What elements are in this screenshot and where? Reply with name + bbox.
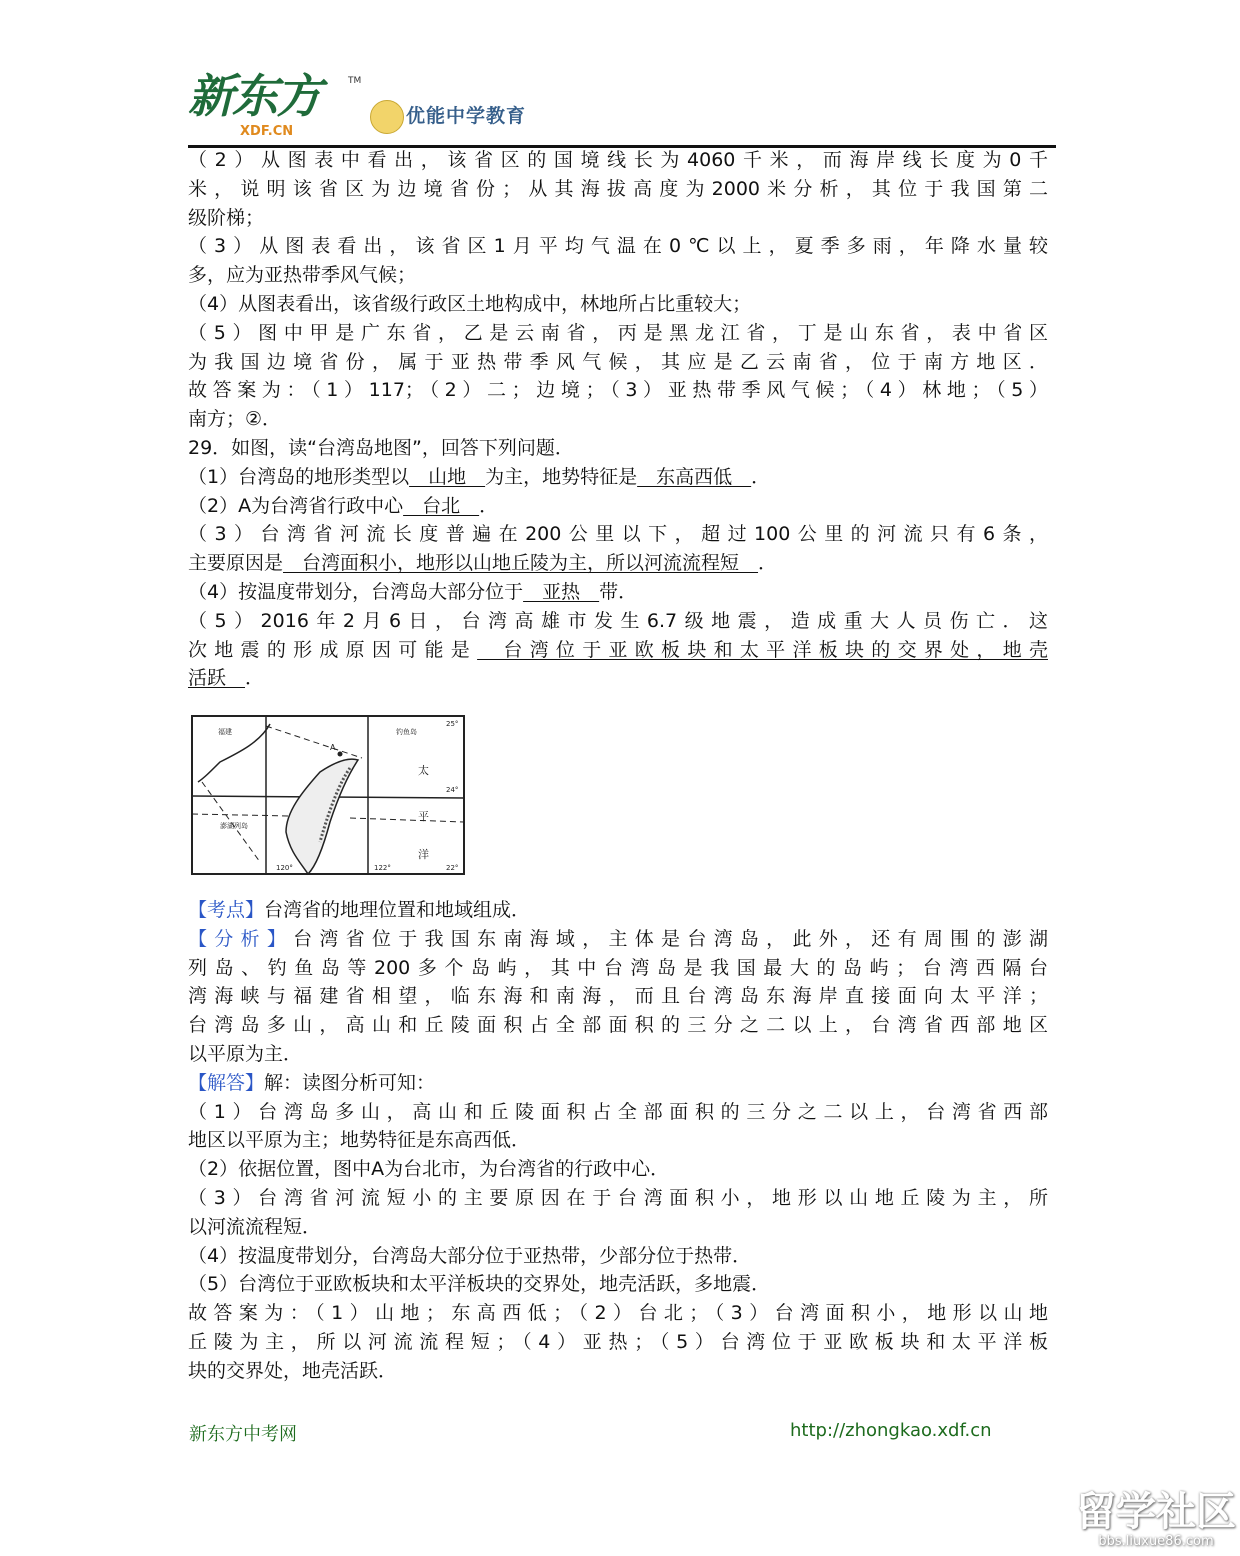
answer-section-top	[188, 146, 1048, 693]
label-a: A	[330, 743, 336, 752]
text-line	[188, 1098, 1048, 1127]
text-segment: 带．	[599, 580, 638, 603]
label-diaoyu: 钓鱼岛	[396, 728, 417, 736]
text-segment: （3）台湾省河流短小的主要原因在于台湾面积小，地形以山地丘陵为主，所	[188, 1186, 1048, 1209]
text-segment: （1）台湾岛多山，高山和丘陵面积占全部面积的三分之二以上，台湾省西部	[188, 1100, 1048, 1123]
text-segment: （3）台湾省河流长度普遍在200公里以下，超过100公里的河流只有6条，	[188, 523, 1048, 546]
text-segment: ．	[758, 552, 778, 575]
text-line	[188, 175, 1048, 204]
watermark-main: 留学社区	[1076, 1489, 1236, 1535]
text-segment: 以平原为主．	[188, 1042, 303, 1065]
text-segment: （5）图中甲是广东省，乙是云南省，丙是黑龙江省，丁是山东省，表中省区	[188, 321, 1048, 344]
watermark-logo	[1076, 1490, 1236, 1550]
text-line	[188, 1357, 1048, 1386]
text-line	[188, 1213, 1048, 1242]
text-segment: 解：读图分析可知：	[264, 1071, 436, 1094]
taipei-dot	[338, 752, 343, 757]
text-line	[188, 290, 1048, 319]
text-segment: 列岛、钓鱼岛等200多个岛屿，其中台湾岛是我国最大的岛屿；台湾西隔台	[188, 956, 1048, 979]
text-segment: 块的交界处，地壳活跃．	[188, 1359, 398, 1382]
text-line	[188, 578, 1048, 607]
youneng-logo-icon	[370, 100, 404, 134]
text-line	[188, 1069, 1048, 1098]
text-line	[188, 146, 1048, 175]
label-22: 22°	[446, 864, 459, 872]
text-segment: （2）A为台湾省行政中心	[188, 494, 404, 517]
text-segment: 湾海峡与福建省相望，临东海和南海，而且台湾岛东海岸直接面向太平洋；	[188, 985, 1048, 1008]
text-line	[188, 982, 1048, 1011]
answer-blank: 台湾位于亚欧板块和太平洋板块的交界处，地壳	[477, 638, 1048, 661]
text-segment: 米，说明该省区为边境省份；从其海拔高度为2000米分析，其位于我国第二	[188, 177, 1048, 200]
trademark: TM	[348, 76, 362, 86]
label-ping: 平	[418, 810, 429, 823]
text-segment: （4）按温度带划分，台湾岛大部分位于亚热带，少部分位于热带．	[188, 1244, 752, 1267]
text-line	[188, 1299, 1048, 1328]
label-120: 120°	[276, 864, 293, 872]
section-tag: 【考点】	[188, 899, 265, 921]
text-segment: 为我国边境省份，属于亚热带季风气候，其应是乙云南省，位于南方地区．	[188, 350, 1048, 373]
xdf-logo: 新东方	[188, 69, 320, 123]
label-122: 122°	[374, 864, 391, 872]
text-line	[188, 204, 1048, 233]
text-line	[188, 607, 1048, 636]
text-segment: （1）台湾岛的地形类型以	[188, 465, 410, 488]
youneng-logo: 优能中学教育	[406, 105, 527, 127]
section-tag: 【分析】	[188, 927, 294, 950]
answer-blank: 活跃	[188, 667, 246, 690]
text-segment: 南方；②．	[188, 408, 282, 431]
text-segment: （3）从图表看出，该省区1月平均气温在0℃以上，夏季多雨，年降水量较	[188, 235, 1048, 258]
text-segment: （2）从图表中看出，该省区的国境线长为4060千米，而海岸线长度为0千	[188, 149, 1048, 171]
label-24: 24°	[446, 786, 459, 794]
text-segment: ．	[479, 494, 499, 517]
text-line	[188, 1184, 1048, 1213]
text-line	[188, 405, 1048, 434]
text-line	[188, 1270, 1048, 1299]
text-line	[188, 1242, 1048, 1271]
text-segment: 地区以平原为主；地势特征是东高西低．	[188, 1129, 531, 1152]
taiwan-map	[190, 712, 466, 880]
answer-blank: 亚热	[523, 580, 600, 603]
text-line	[188, 954, 1048, 983]
text-segment: 主要原因是	[188, 552, 284, 575]
text-line	[188, 1328, 1048, 1357]
text-line	[188, 348, 1048, 377]
text-segment: （4）按温度带划分，台湾岛大部分位于	[188, 580, 524, 603]
text-line	[188, 492, 1048, 521]
text-segment: 台湾省的地理位置和地域组成．	[264, 899, 531, 921]
label-penghu: 澎湖列岛	[220, 822, 248, 830]
text-line	[188, 261, 1048, 290]
text-segment: 故答案为：（1）117；（2）二；边境；（3）亚热带季风气候；（4）林地；（5）	[188, 379, 1048, 402]
answer-blank: 台北	[403, 494, 480, 517]
text-line	[188, 896, 1048, 925]
text-segment: 级阶梯；	[188, 206, 265, 229]
text-line	[188, 636, 1048, 665]
text-line	[188, 664, 1048, 693]
label-yang: 洋	[418, 848, 429, 861]
text-line	[188, 319, 1048, 348]
text-line	[188, 925, 1048, 954]
text-segment: 多，应为亚热带季风气候；	[188, 264, 417, 287]
answer-blank: 东高西低	[637, 465, 752, 488]
text-segment: （4）从图表看出，该省级行政区土地构成中，林地所占比重较大；	[188, 292, 752, 315]
text-segment: 29．如图，读“台湾岛地图”，回答下列问题．	[188, 436, 574, 459]
text-segment: ．	[751, 465, 771, 488]
text-segment: 丘陵为主，所以河流流程短；（4）亚热；（5）台湾位于亚欧板块和太平洋板	[188, 1330, 1048, 1353]
text-line	[188, 549, 1048, 578]
text-segment: （5）台湾位于亚欧板块和太平洋板块的交界处，地壳活跃，多地震．	[188, 1273, 771, 1296]
text-line	[188, 1040, 1048, 1069]
text-segment: 台湾岛多山，高山和丘陵面积占全部面积的三分之二以上，台湾省西部地区	[188, 1014, 1048, 1037]
answer-blank: 台湾面积小，地形以山地丘陵为主，所以河流流程短	[283, 552, 759, 575]
watermark-url: bbs.liuxue86.com	[1098, 1534, 1214, 1549]
label-tai: 太	[418, 764, 429, 777]
text-line	[188, 463, 1048, 492]
text-line	[188, 232, 1048, 261]
footer-site-name: 新东方中考网	[189, 1424, 297, 1445]
label-25: 25°	[446, 720, 459, 728]
text-segment: 故答案为：（1）山地；东高西低；（2）台北；（3）台湾面积小，地形以山地	[188, 1302, 1048, 1325]
answer-blank: 山地	[409, 465, 486, 488]
xdf-logo-sub: XDF.CN	[240, 124, 294, 139]
text-line	[188, 1011, 1048, 1040]
footer-url[interactable]: http://zhongkao.xdf.cn	[790, 1420, 992, 1441]
text-segment: 次地震的形成原因可能是	[188, 638, 478, 661]
text-segment: ．	[245, 667, 265, 690]
label-fujian: 福建	[218, 728, 232, 736]
text-line	[188, 376, 1048, 405]
text-line	[188, 520, 1048, 549]
text-segment: （5）2016年2月6日，台湾高雄市发生6.7级地震，造成重大人员伤亡．这	[188, 609, 1048, 632]
text-segment: 以河流流程短．	[188, 1215, 322, 1238]
text-line	[188, 434, 1048, 463]
text-line	[188, 1126, 1048, 1155]
text-segment: 为主，地势特征是	[485, 465, 638, 488]
section-tag: 【解答】	[188, 1071, 265, 1094]
text-segment: 台湾省位于我国东南海域，主体是台湾岛，此外，还有周围的澎湖	[293, 927, 1048, 950]
text-line	[188, 1155, 1048, 1184]
analysis-section	[188, 896, 1048, 1386]
text-segment: （2）依据位置，图中A为台北市，为台湾省的行政中心．	[188, 1158, 670, 1181]
